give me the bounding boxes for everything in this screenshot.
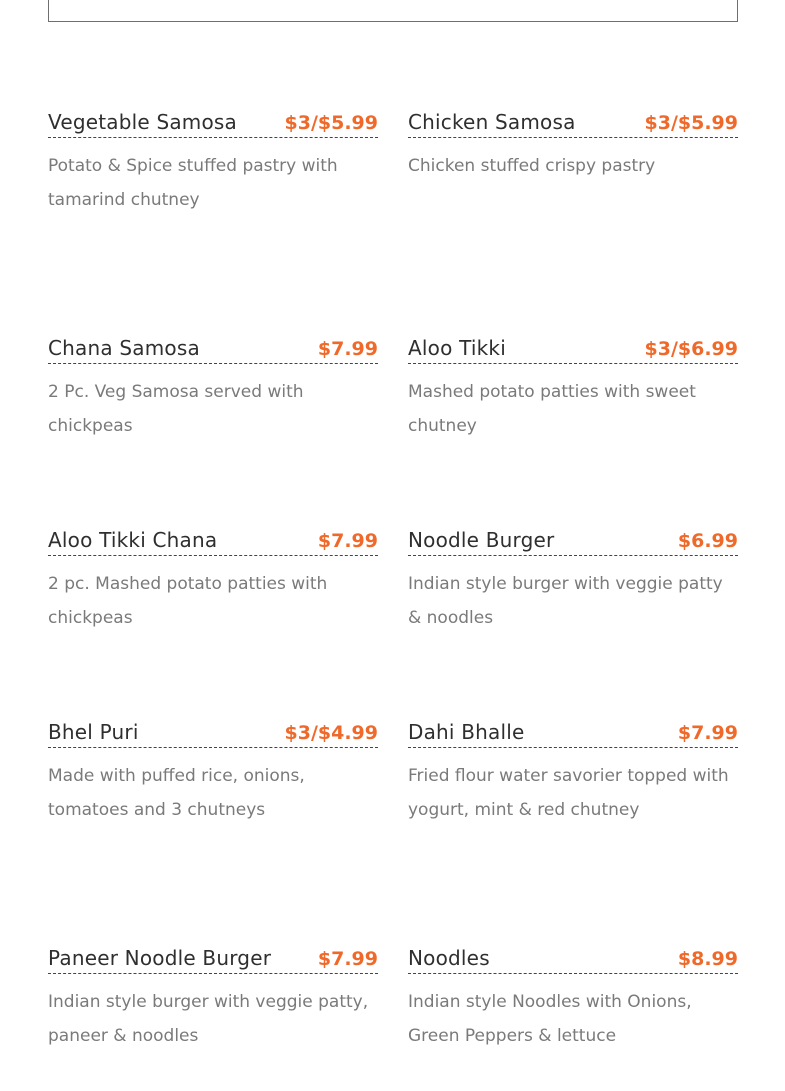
menu-item-description: 2 pc. Mashed potato patties with chickpeas — [48, 574, 328, 628]
menu-item-price: $3/$4.99 — [284, 722, 378, 744]
menu-item-description: Indian style Noodles with Onions, Green Peppers & lettuce — [408, 992, 692, 1046]
menu-item-price: $7.99 — [317, 338, 378, 360]
menu-item-price: $7.99 — [317, 948, 378, 970]
menu-item-aloo-tikki-chana — [48, 525, 378, 635]
menu-item-description: Mashed potato patties with sweet chutney — [408, 382, 696, 436]
menu-item-price: $3/$5.99 — [644, 112, 738, 134]
menu-item-name: Paneer Noodle Burger — [48, 946, 272, 970]
menu-item-header — [48, 333, 378, 364]
menu-item-header — [48, 107, 378, 138]
menu-item-aloo-tikki — [408, 333, 738, 443]
menu-item-header — [408, 333, 738, 364]
menu-item-description: Potato & Spice stuffed pastry with tamarind chutney — [48, 156, 338, 210]
menu-item-name: Aloo Tikki Chana — [48, 528, 218, 552]
menu-item-price: $3/$6.99 — [644, 338, 738, 360]
menu-item-name: Chana Samosa — [48, 336, 200, 360]
menu-item-name: Aloo Tikki — [408, 336, 506, 360]
menu-item-name: Chicken Samosa — [408, 110, 576, 134]
menu-item-description: Made with puffed rice, onions, tomatoes and 3 chutneys — [48, 766, 305, 820]
menu-item-name: Noodle Burger — [408, 528, 555, 552]
menu-item-dahi-bhalle — [408, 717, 738, 827]
menu-item-header — [48, 717, 378, 748]
menu-item-description: Indian style burger with veggie patty, paneer & noodles — [48, 992, 369, 1046]
menu-item-price: $3/$5.99 — [284, 112, 378, 134]
menu-item-noodle-burger — [408, 525, 738, 635]
menu-item-header — [408, 943, 738, 974]
menu-item-price: $7.99 — [317, 530, 378, 552]
top-search-box[interactable] — [48, 0, 738, 22]
menu-item-name: Noodles — [408, 946, 490, 970]
menu-item-price: $8.99 — [677, 948, 738, 970]
menu-item-header — [48, 943, 378, 974]
menu-item-header — [408, 525, 738, 556]
menu-item-paneer-noodle-burger — [48, 943, 378, 1053]
menu-item-header — [408, 717, 738, 748]
menu-item-description: Chicken stuffed crispy pastry — [408, 156, 656, 176]
menu-item-price: $6.99 — [677, 530, 738, 552]
menu-item-header — [48, 525, 378, 556]
menu-item-price: $7.99 — [677, 722, 738, 744]
menu-item-name: Dahi Bhalle — [408, 720, 525, 744]
menu-item-name: Bhel Puri — [48, 720, 139, 744]
menu-item-header — [408, 107, 738, 138]
menu-item-name: Vegetable Samosa — [48, 110, 237, 134]
menu-item-noodles — [408, 943, 738, 1053]
menu-item-description: 2 Pc. Veg Samosa served with chickpeas — [48, 382, 304, 436]
menu-item-bhel-puri — [48, 717, 378, 827]
menu-item-description: Indian style burger with veggie patty & noodles — [408, 574, 723, 628]
menu-item-description: Fried flour water savorier topped with yogurt, mint & red chutney — [408, 766, 729, 820]
menu-item-chicken-samosa — [408, 107, 738, 183]
menu-item-vegetable-samosa — [48, 107, 378, 217]
menu-item-chana-samosa — [48, 333, 378, 443]
